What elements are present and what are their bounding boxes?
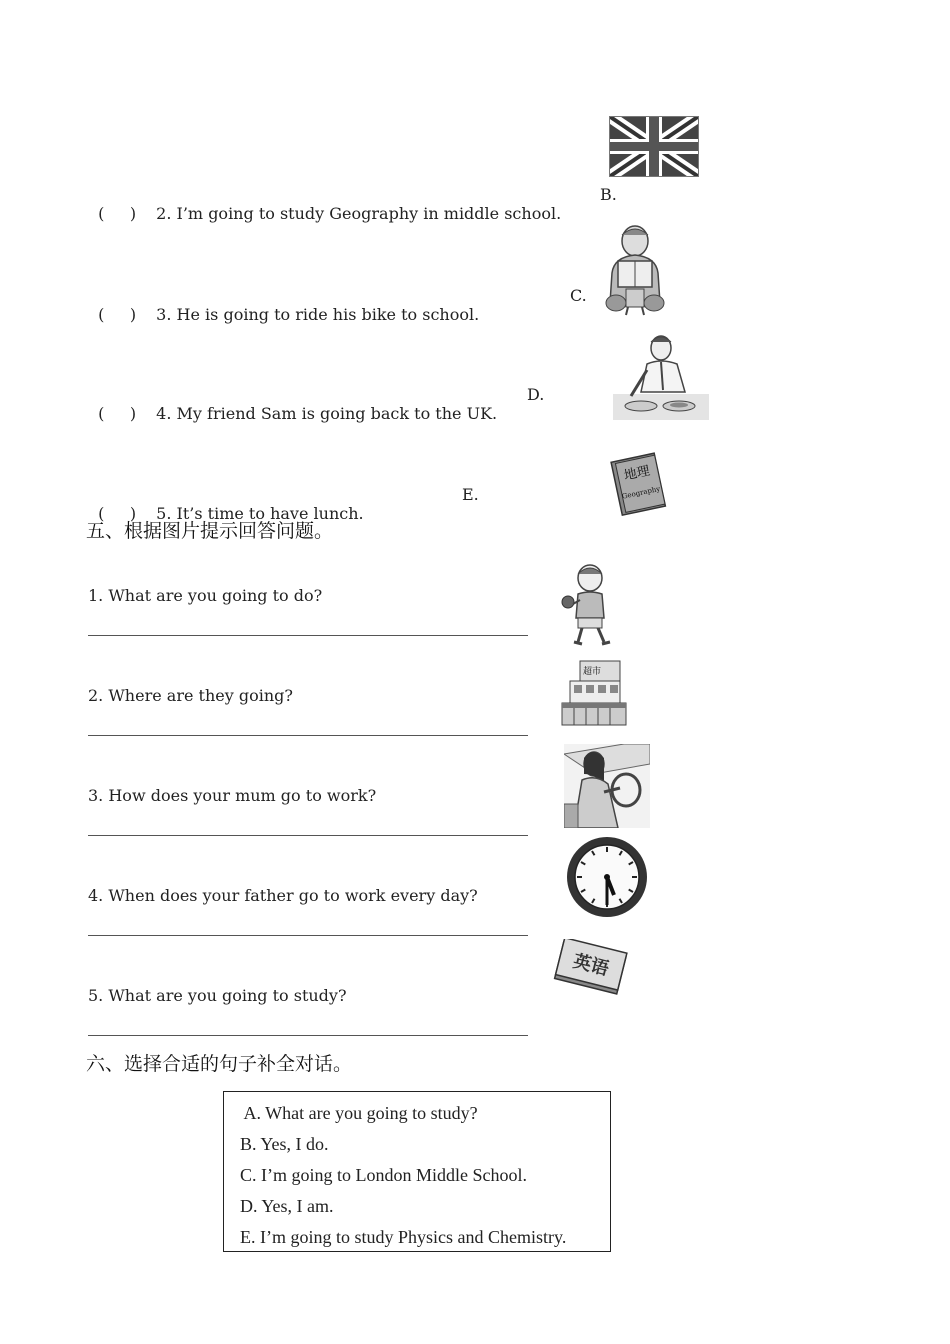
boy-reading-icon [600, 223, 670, 318]
question-3: 3. How does your mum go to work? [88, 786, 377, 805]
answer-line-1[interactable] [88, 635, 528, 636]
matching-item-2 [88, 185, 561, 223]
geography-book-icon [606, 449, 672, 517]
section-5-heading: 五、根据图片提示回答问题。 [86, 520, 334, 542]
answer-line-3[interactable] [88, 835, 528, 836]
answer-parentheses[interactable]: ( ) [98, 404, 137, 423]
option-letter-e: E. [462, 485, 479, 504]
english-book-title: 英语 [570, 950, 611, 980]
options-box [223, 1091, 611, 1252]
answer-parentheses[interactable]: ( ) [98, 204, 137, 223]
question-2: 2. Where are they going? [88, 686, 293, 705]
question-4: 4. When does your father go to work every day? [88, 886, 478, 905]
ping-pong-boy-icon [560, 562, 622, 648]
matching-sentence: 3. He is going to ride his bike to school. [156, 305, 480, 324]
option-c: C. I’m going to London Middle School. [240, 1165, 527, 1185]
option-letter-c: C. [570, 286, 587, 305]
option-letter-b: B. [600, 185, 617, 204]
geography-book-title-en: Geography [621, 484, 661, 501]
question-1: 1. What are you going to do? [88, 586, 323, 605]
matching-sentence: 2. I’m going to study Geography in middle school. [156, 204, 562, 223]
answer-parentheses[interactable]: ( ) [98, 305, 137, 324]
option-a: A. What are you going to study? [240, 1103, 478, 1123]
answer-parentheses[interactable]: ( ) [98, 504, 137, 523]
matching-sentence: 4. My friend Sam is going back to the UK. [156, 404, 498, 423]
english-book-icon [552, 939, 630, 999]
option-b: B. Yes, I do. [240, 1134, 329, 1154]
uk-flag-icon [609, 116, 699, 177]
supermarket-sign-text: 超市 [582, 667, 602, 677]
matching-item-4 [88, 385, 497, 423]
clock-icon [565, 835, 649, 919]
answer-line-5[interactable] [88, 1035, 528, 1036]
option-d: D. Yes, I am. [240, 1196, 334, 1216]
section-6-heading: 六、选择合适的句子补全对话。 [86, 1053, 353, 1075]
question-5: 5. What are you going to study? [88, 986, 347, 1005]
option-letter-d: D. [527, 385, 545, 404]
matching-item-3 [88, 286, 479, 324]
geography-book-title-cn: 地理 [622, 463, 652, 484]
man-eating-icon [613, 334, 709, 420]
supermarket-icon [560, 657, 628, 726]
answer-line-2[interactable] [88, 735, 528, 736]
answer-line-4[interactable] [88, 935, 528, 936]
woman-driving-icon [564, 744, 650, 828]
matching-sentence: 5. It’s time to have lunch. [156, 504, 364, 523]
option-e: E. I’m going to study Physics and Chemistry. [240, 1227, 567, 1247]
